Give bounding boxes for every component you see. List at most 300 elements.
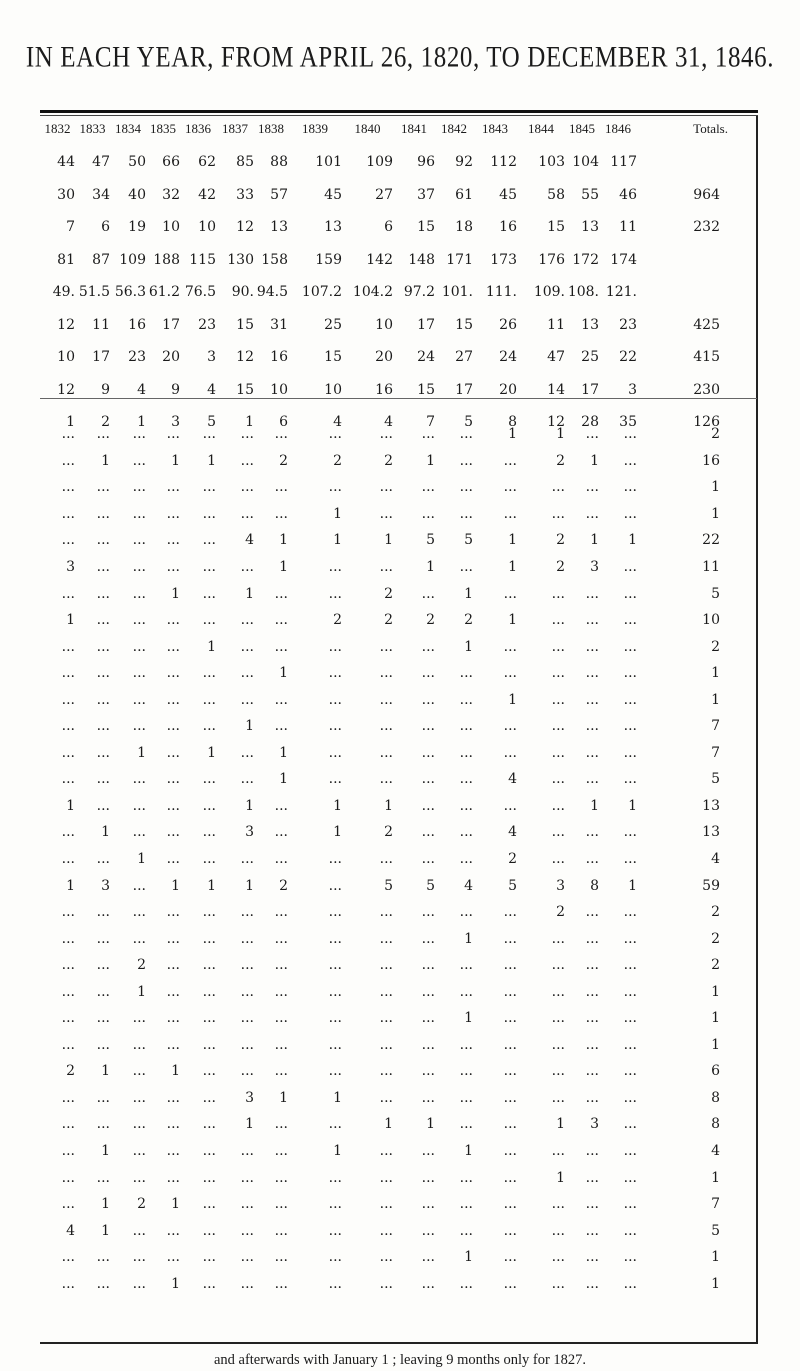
- table-cell: ...: [202, 1063, 216, 1080]
- total-cell: 1: [711, 665, 720, 682]
- table-cell: ...: [328, 426, 342, 443]
- table-cell: ...: [61, 1249, 75, 1266]
- table-cell: 1: [464, 930, 473, 947]
- table-cell: 30: [57, 186, 75, 203]
- table-cell: ...: [202, 1010, 216, 1027]
- table-cell: 17: [455, 381, 473, 398]
- table-cell: ...: [585, 426, 599, 443]
- table-row: [40, 1111, 756, 1138]
- table-cell: ...: [328, 718, 342, 735]
- table-cell: 1: [171, 452, 180, 469]
- table-cell: 112: [490, 154, 517, 171]
- table-cell: 1: [245, 1116, 254, 1133]
- table-cell: ...: [421, 1063, 435, 1080]
- table-cell: ...: [96, 691, 110, 708]
- table-cell: ...: [240, 505, 254, 522]
- table-cell: 16: [128, 316, 146, 333]
- table-cell: 1: [590, 797, 599, 814]
- table-cell: ...: [551, 797, 565, 814]
- table-cell: 19: [128, 219, 146, 236]
- table-cell: 11: [547, 316, 565, 333]
- table-cell: ...: [96, 1275, 110, 1292]
- table-cell: ...: [585, 957, 599, 974]
- table-cell: 87: [92, 251, 110, 268]
- table-cell: ...: [551, 1143, 565, 1160]
- table-cell: 3: [245, 1089, 254, 1106]
- table-cell: ...: [421, 1089, 435, 1106]
- total-cell: 1: [711, 479, 720, 496]
- table-cell: ...: [503, 1169, 517, 1186]
- table-cell: 1: [426, 1116, 435, 1133]
- table-cell: 5: [426, 877, 435, 894]
- table-cell: 159: [315, 251, 342, 268]
- table-cell: ...: [585, 1196, 599, 1213]
- section-divider: [40, 398, 757, 399]
- table-cell: ...: [61, 771, 75, 788]
- table-cell: ...: [585, 904, 599, 921]
- table-cell: ...: [202, 559, 216, 575]
- table-row: [40, 244, 756, 277]
- table-cell: ...: [202, 957, 216, 974]
- table-cell: 5: [464, 414, 473, 431]
- total-cell: 10: [702, 612, 720, 629]
- table-cell: ...: [202, 718, 216, 735]
- table-row: [40, 1058, 756, 1085]
- table-cell: 31: [270, 316, 288, 333]
- total-cell: 13: [702, 824, 720, 841]
- table-cell: ...: [459, 1196, 473, 1213]
- table-cell: 17: [417, 316, 435, 333]
- table-cell: ...: [459, 718, 473, 735]
- table-cell: 6: [101, 219, 110, 236]
- total-cell: 59: [702, 877, 720, 894]
- table-cell: 5: [207, 414, 216, 431]
- table-cell: 4: [245, 532, 254, 549]
- table-cell: 117: [610, 154, 637, 171]
- table-cell: 90.: [231, 284, 254, 301]
- table-cell: ...: [421, 1169, 435, 1186]
- table-cell: ...: [379, 851, 393, 868]
- table-cell: 1: [279, 559, 288, 575]
- total-cell: 425: [693, 316, 720, 333]
- table-cell: 7: [426, 414, 435, 431]
- table-cell: ...: [623, 691, 637, 708]
- table-cell: 1: [101, 824, 110, 841]
- table-cell: ...: [585, 1249, 599, 1266]
- table-cell: 10: [198, 219, 216, 236]
- table-cell: ...: [166, 1010, 180, 1027]
- table-cell: ...: [240, 983, 254, 1000]
- total-cell: 22: [702, 532, 720, 549]
- table-cell: ...: [61, 479, 75, 496]
- table-cell: ...: [132, 1036, 146, 1053]
- table-cell: ...: [132, 1169, 146, 1186]
- table-cell: ...: [96, 851, 110, 868]
- table-cell: 6: [384, 219, 393, 236]
- table-cell: 2: [279, 452, 288, 469]
- table-cell: 5: [384, 877, 393, 894]
- table-cell: 94.5: [256, 284, 288, 301]
- table-cell: ...: [623, 1143, 637, 1160]
- table-cell: ...: [61, 638, 75, 655]
- table-cell: ...: [328, 851, 342, 868]
- table-cell: ...: [503, 585, 517, 602]
- table-cell: ...: [551, 771, 565, 788]
- table-cell: 12: [57, 381, 75, 398]
- total-cell: 1: [711, 505, 720, 522]
- table-cell: 1: [426, 452, 435, 469]
- table-cell: 1: [171, 1275, 180, 1292]
- table-row: [40, 374, 756, 407]
- table-cell: 26: [499, 316, 517, 333]
- table-cell: 15: [547, 219, 565, 236]
- total-cell: 8: [711, 1116, 720, 1133]
- table-cell: 1: [556, 426, 565, 443]
- table-cell: 171: [446, 251, 473, 268]
- table-cell: ...: [202, 1275, 216, 1292]
- table-cell: ...: [166, 532, 180, 549]
- table-cell: 101: [315, 154, 342, 171]
- table-row: [40, 793, 756, 820]
- table-cell: ...: [132, 1063, 146, 1080]
- table-cell: 3: [628, 381, 637, 398]
- table-cell: ...: [623, 744, 637, 761]
- table-cell: ...: [202, 665, 216, 682]
- table-cell: 56.3: [114, 284, 146, 301]
- table-cell: 34: [92, 186, 110, 203]
- table-cell: 11: [92, 316, 110, 333]
- table-cell: 15: [236, 381, 254, 398]
- table-cell: 51.5: [78, 284, 110, 301]
- table-cell: ...: [623, 665, 637, 682]
- table-cell: ...: [379, 559, 393, 575]
- table-cell: ...: [328, 877, 342, 894]
- table-row: [40, 846, 756, 873]
- column-header: 1835: [150, 121, 176, 136]
- table-cell: 28: [581, 414, 599, 431]
- table-cell: ...: [551, 957, 565, 974]
- table-cell: 27: [375, 186, 393, 203]
- table-cell: ...: [585, 824, 599, 841]
- table-cell: ...: [421, 479, 435, 496]
- table-cell: 66: [162, 154, 180, 171]
- table-cell: 108.: [567, 284, 599, 301]
- table-cell: ...: [202, 426, 216, 443]
- table-cell: ...: [96, 585, 110, 602]
- table-cell: 104.2: [352, 284, 393, 301]
- table-cell: 25: [324, 316, 342, 333]
- table-cell: ...: [202, 930, 216, 947]
- table-cell: ...: [274, 1010, 288, 1027]
- total-cell: 4: [711, 1143, 720, 1160]
- table-cell: 58: [547, 186, 565, 203]
- table-cell: 2: [137, 1196, 146, 1213]
- table-cell: ...: [585, 1010, 599, 1027]
- table-cell: ...: [166, 957, 180, 974]
- table-cell: ...: [274, 505, 288, 522]
- table-cell: ...: [202, 1196, 216, 1213]
- table-cell: 61.2: [148, 284, 180, 301]
- bottom-rule: [40, 1342, 758, 1344]
- table-cell: ...: [166, 1222, 180, 1239]
- table-cell: ...: [459, 1222, 473, 1239]
- table-row: [40, 341, 756, 374]
- table-cell: ...: [61, 691, 75, 708]
- table-row: [40, 146, 756, 179]
- summary-table: [40, 146, 756, 439]
- table-cell: 1: [464, 1249, 473, 1266]
- table-cell: ...: [379, 1222, 393, 1239]
- table-cell: 3: [556, 877, 565, 894]
- table-cell: ...: [328, 691, 342, 708]
- table-cell: ...: [585, 665, 599, 682]
- table-cell: ...: [459, 559, 473, 575]
- table-cell: 1: [628, 797, 637, 814]
- table-cell: ...: [240, 452, 254, 469]
- total-cell: 1: [711, 1275, 720, 1292]
- table-cell: 45: [499, 186, 517, 203]
- table-row: [40, 474, 756, 501]
- table-cell: ...: [421, 505, 435, 522]
- table-cell: ...: [459, 904, 473, 921]
- table-cell: ...: [503, 1222, 517, 1239]
- table-cell: ...: [61, 1275, 75, 1292]
- table-cell: ...: [503, 1010, 517, 1027]
- table-cell: 1: [464, 638, 473, 655]
- table-cell: 2: [556, 904, 565, 921]
- table-cell: 109: [119, 251, 146, 268]
- table-cell: ...: [166, 1089, 180, 1106]
- table-cell: 12: [236, 219, 254, 236]
- table-cell: ...: [240, 1249, 254, 1266]
- table-cell: ...: [421, 1036, 435, 1053]
- table-cell: ...: [132, 426, 146, 443]
- table-cell: ...: [132, 1089, 146, 1106]
- table-cell: 15: [236, 316, 254, 333]
- table-cell: ...: [96, 771, 110, 788]
- table-row: [40, 1085, 756, 1112]
- table-row: [40, 1191, 756, 1218]
- table-cell: ...: [379, 1036, 393, 1053]
- table-cell: ...: [132, 930, 146, 947]
- table-cell: ...: [96, 744, 110, 761]
- table-cell: ...: [379, 930, 393, 947]
- table-cell: ...: [96, 612, 110, 629]
- total-cell: 8: [711, 1089, 720, 1106]
- table-cell: ...: [551, 585, 565, 602]
- table-cell: ...: [551, 505, 565, 522]
- table-cell: ...: [96, 479, 110, 496]
- table-cell: ...: [503, 983, 517, 1000]
- table-cell: ...: [240, 559, 254, 575]
- table-cell: ...: [459, 1169, 473, 1186]
- table-cell: 1: [508, 691, 517, 708]
- table-cell: ...: [328, 1169, 342, 1186]
- table-cell: 2: [66, 1063, 75, 1080]
- total-cell: 2: [711, 957, 720, 974]
- table-cell: ...: [421, 797, 435, 814]
- table-cell: ...: [61, 665, 75, 682]
- table-cell: ...: [132, 1010, 146, 1027]
- table-cell: ...: [96, 426, 110, 443]
- table-cell: ...: [623, 1222, 637, 1239]
- table-cell: ...: [240, 1222, 254, 1239]
- table-cell: ...: [551, 1063, 565, 1080]
- table-cell: 1: [171, 877, 180, 894]
- table-cell: ...: [274, 1222, 288, 1239]
- table-cell: ...: [132, 718, 146, 735]
- table-cell: ...: [96, 983, 110, 1000]
- table-cell: ...: [503, 1275, 517, 1292]
- table-cell: ...: [132, 691, 146, 708]
- table-cell: 10: [270, 381, 288, 398]
- table-cell: 4: [508, 771, 517, 788]
- total-cell: 2: [711, 904, 720, 921]
- table-cell: ...: [585, 930, 599, 947]
- table-cell: 2: [426, 612, 435, 629]
- table-cell: 2: [384, 612, 393, 629]
- table-cell: 97.2: [403, 284, 435, 301]
- table-cell: ...: [623, 771, 637, 788]
- table-cell: 5: [426, 532, 435, 549]
- table-cell: ...: [623, 1116, 637, 1133]
- table-cell: ...: [96, 532, 110, 549]
- table-cell: 1: [279, 744, 288, 761]
- table-cell: ...: [585, 691, 599, 708]
- table-cell: ...: [202, 1249, 216, 1266]
- table-row: [40, 978, 756, 1005]
- table-cell: 2: [279, 877, 288, 894]
- table-cell: ...: [551, 744, 565, 761]
- column-header: 1837: [222, 121, 248, 136]
- table-cell: ...: [61, 1036, 75, 1053]
- table-cell: ...: [132, 1275, 146, 1292]
- table-cell: 55: [581, 186, 599, 203]
- table-cell: 4: [464, 877, 473, 894]
- total-cell: 16: [702, 452, 720, 469]
- table-cell: ...: [202, 904, 216, 921]
- table-cell: 47: [547, 349, 565, 366]
- table-cell: ...: [623, 585, 637, 602]
- table-cell: ...: [551, 638, 565, 655]
- table-cell: ...: [166, 930, 180, 947]
- table-cell: 5: [464, 532, 473, 549]
- table-cell: 1: [333, 1143, 342, 1160]
- table-cell: ...: [585, 505, 599, 522]
- table-cell: ...: [328, 479, 342, 496]
- table-cell: ...: [274, 1063, 288, 1080]
- table-cell: ...: [96, 1010, 110, 1027]
- table-cell: ...: [240, 1063, 254, 1080]
- table-cell: 1: [171, 1196, 180, 1213]
- table-row: [40, 819, 756, 846]
- table-cell: ...: [623, 426, 637, 443]
- table-cell: ...: [166, 1036, 180, 1053]
- table-row: [40, 1217, 756, 1244]
- table-cell: ...: [274, 983, 288, 1000]
- table-cell: ...: [96, 1116, 110, 1133]
- table-cell: ...: [503, 1249, 517, 1266]
- table-cell: ...: [421, 851, 435, 868]
- table-cell: 2: [333, 452, 342, 469]
- table-cell: ...: [551, 1275, 565, 1292]
- table-cell: ...: [379, 1196, 393, 1213]
- table-cell: ...: [240, 479, 254, 496]
- table-cell: 16: [270, 349, 288, 366]
- table-cell: 1: [508, 426, 517, 443]
- table-cell: 12: [57, 316, 75, 333]
- table-cell: 1: [171, 1063, 180, 1080]
- table-cell: ...: [459, 851, 473, 868]
- table-cell: ...: [240, 771, 254, 788]
- table-cell: ...: [240, 665, 254, 682]
- total-cell: 2: [711, 638, 720, 655]
- table-cell: 1: [279, 1089, 288, 1106]
- table-cell: ...: [132, 1222, 146, 1239]
- column-header: 1842: [441, 121, 467, 136]
- table-cell: 1: [384, 1116, 393, 1133]
- table-cell: ...: [421, 638, 435, 655]
- table-cell: ...: [96, 957, 110, 974]
- table-row: [40, 899, 756, 926]
- table-cell: ...: [274, 851, 288, 868]
- table-cell: 1: [556, 1169, 565, 1186]
- table-cell: ...: [623, 1036, 637, 1053]
- table-cell: ...: [503, 797, 517, 814]
- table-cell: ...: [166, 1169, 180, 1186]
- table-cell: ...: [202, 1169, 216, 1186]
- column-header: 1832: [44, 121, 71, 136]
- table-cell: ...: [585, 983, 599, 1000]
- table-cell: 2: [137, 957, 146, 974]
- table-row: [40, 1271, 756, 1298]
- table-cell: ...: [166, 744, 180, 761]
- table-cell: 13: [581, 316, 599, 333]
- table-cell: 24: [417, 349, 435, 366]
- table-cell: ...: [274, 479, 288, 496]
- table-cell: ...: [585, 851, 599, 868]
- table-cell: ...: [459, 983, 473, 1000]
- table-cell: 1: [137, 983, 146, 1000]
- table-cell: ...: [166, 479, 180, 496]
- table-cell: ...: [328, 1010, 342, 1027]
- table-row: [40, 713, 756, 740]
- table-cell: ...: [379, 1089, 393, 1106]
- table-cell: ...: [240, 1275, 254, 1292]
- table-cell: ...: [503, 1143, 517, 1160]
- table-cell: 3: [101, 877, 110, 894]
- table-row: [40, 421, 756, 448]
- table-cell: ...: [328, 585, 342, 602]
- table-cell: 1: [101, 1222, 110, 1239]
- table-cell: ...: [202, 479, 216, 496]
- table-cell: ...: [202, 1143, 216, 1160]
- table-cell: 17: [581, 381, 599, 398]
- table-cell: 46: [619, 186, 637, 203]
- table-cell: ...: [503, 957, 517, 974]
- table-cell: ...: [623, 983, 637, 1000]
- table-cell: ...: [61, 1010, 75, 1027]
- table-cell: 17: [92, 349, 110, 366]
- table-cell: ...: [459, 1063, 473, 1080]
- table-cell: 1: [333, 824, 342, 841]
- table-cell: 4: [333, 414, 342, 431]
- total-cell: 2: [711, 426, 720, 443]
- table-cell: 1: [590, 452, 599, 469]
- table-cell: ...: [166, 691, 180, 708]
- table-cell: 107.2: [301, 284, 342, 301]
- table-cell: ...: [585, 718, 599, 735]
